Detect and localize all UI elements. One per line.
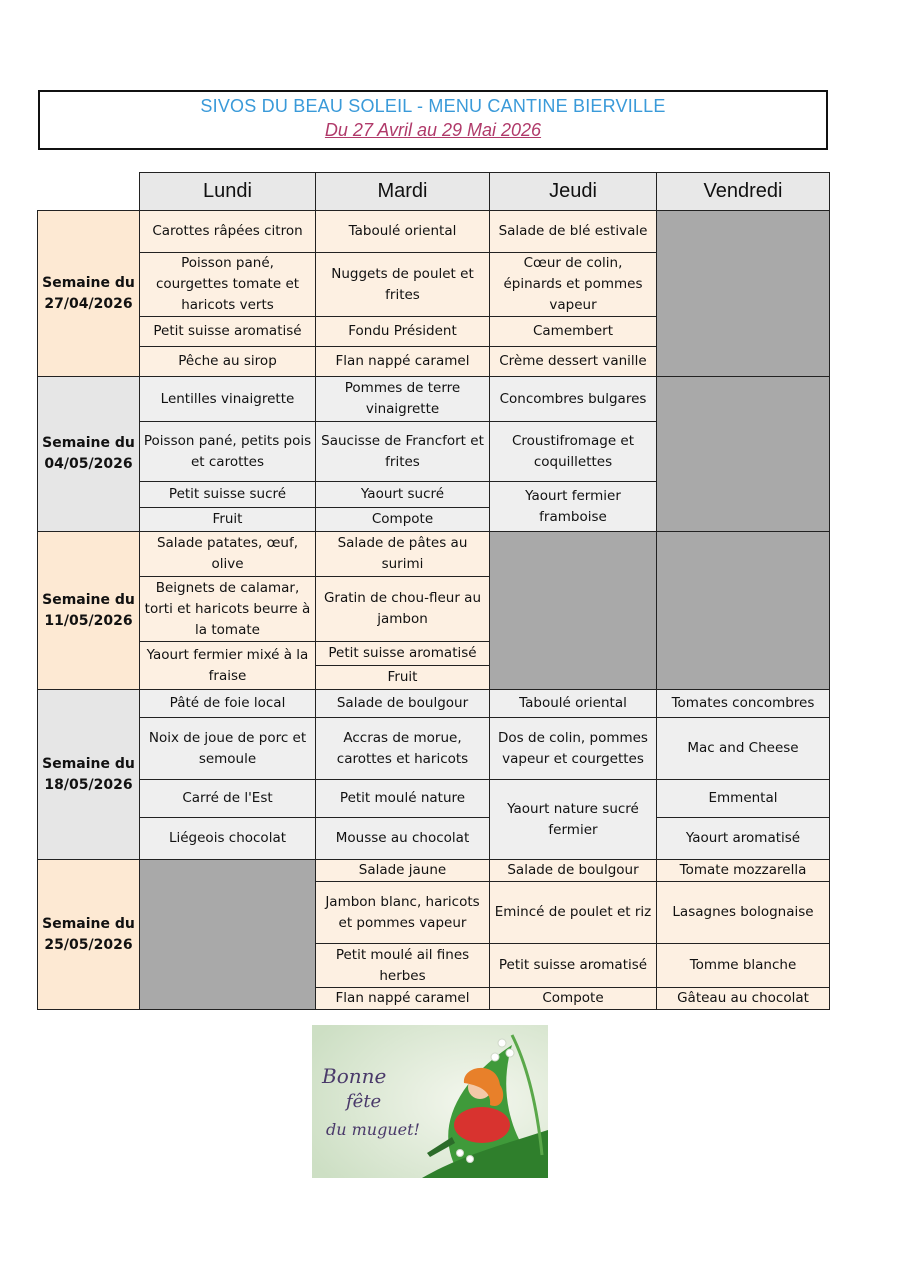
- week-label: Semaine du 04/05/2026: [38, 377, 140, 532]
- dish-cell: Pêche au sirop: [140, 347, 316, 377]
- dish-cell: Fondu Président: [316, 317, 490, 347]
- dish-cell: Taboulé oriental: [316, 211, 490, 253]
- no-service-cell: [657, 211, 830, 377]
- dish-cell: Yaourt sucré: [316, 482, 490, 508]
- dish-cell: Lentilles vinaigrette: [140, 377, 316, 422]
- dish-cell: Camembert: [490, 317, 657, 347]
- dish-cell: Mousse au chocolat: [316, 818, 490, 860]
- dish-cell: Salade de boulgour: [490, 860, 657, 882]
- dish-cell: Compote: [490, 988, 657, 1010]
- week-label: Semaine du 27/04/2026: [38, 211, 140, 377]
- dish-cell: Fruit: [316, 666, 490, 690]
- no-service-cell: [490, 532, 657, 690]
- no-service-cell: [657, 377, 830, 532]
- dish-cell: Yaourt fermier framboise: [490, 482, 657, 532]
- fairy-dress: [454, 1107, 510, 1143]
- dish-cell: Liégeois chocolat: [140, 818, 316, 860]
- dish-cell: Emincé de poulet et riz: [490, 882, 657, 944]
- dish-cell: Pâté de foie local: [140, 690, 316, 718]
- dish-cell: Salade de boulgour: [316, 690, 490, 718]
- dish-cell: Nuggets de poulet et frites: [316, 253, 490, 317]
- menu-table: [37, 172, 830, 1010]
- greeting-line-1: Bonne: [322, 1064, 387, 1088]
- dish-cell: Tomates concombres: [657, 690, 830, 718]
- week-label: Semaine du 18/05/2026: [38, 690, 140, 860]
- dish-cell: Flan nappé caramel: [316, 347, 490, 377]
- dish-cell: Petit moulé ail fines herbes: [316, 944, 490, 988]
- bell-flower: [467, 1156, 474, 1163]
- dish-cell: Noix de joue de porc et semoule: [140, 718, 316, 780]
- greeting-line-2: fête: [346, 1091, 382, 1112]
- dish-cell: Emmental: [657, 780, 830, 818]
- greeting-line-3: du muguet!: [326, 1120, 420, 1139]
- dish-cell: Crème dessert vanille: [490, 347, 657, 377]
- dish-cell: Poisson pané, petits pois et carottes: [140, 422, 316, 482]
- dish-cell: Compote: [316, 508, 490, 532]
- dish-cell: Taboulé oriental: [490, 690, 657, 718]
- dish-cell: Salade patates, œuf, olive: [140, 532, 316, 577]
- no-service-cell: [657, 532, 830, 690]
- dish-cell: Yaourt fermier mixé à la fraise: [140, 642, 316, 690]
- day-header-jeudi: Jeudi: [490, 173, 657, 211]
- dish-cell: Yaourt nature sucré fermier: [490, 780, 657, 860]
- dish-cell: Gratin de chou-fleur au jambon: [316, 577, 490, 642]
- dish-cell: Petit suisse aromatisé: [140, 317, 316, 347]
- dish-cell: Mac and Cheese: [657, 718, 830, 780]
- dish-cell: Croustifromage et coquillettes: [490, 422, 657, 482]
- no-service-cell: [140, 860, 316, 1010]
- dish-cell: Jambon blanc, haricots et pommes vapeur: [316, 882, 490, 944]
- dish-cell: Gâteau au chocolat: [657, 988, 830, 1010]
- day-header-vendredi: Vendredi: [657, 173, 830, 211]
- bell-flower: [498, 1039, 506, 1047]
- day-header-mardi: Mardi: [316, 173, 490, 211]
- table-corner: [38, 173, 140, 211]
- dish-cell: Concombres bulgares: [490, 377, 657, 422]
- bell-flower: [506, 1049, 514, 1057]
- page-title: SIVOS DU BEAU SOLEIL - MENU CANTINE BIERVILLE: [200, 96, 666, 116]
- dish-cell: Petit suisse aromatisé: [490, 944, 657, 988]
- dish-cell: Pommes de terre vinaigrette: [316, 377, 490, 422]
- dish-cell: Carré de l'Est: [140, 780, 316, 818]
- dish-cell: Petit suisse sucré: [140, 482, 316, 508]
- dish-cell: Yaourt aromatisé: [657, 818, 830, 860]
- dish-cell: Dos de colin, pommes vapeur et courgettes: [490, 718, 657, 780]
- dish-cell: Beignets de calamar, torti et haricots beurre à la tomate: [140, 577, 316, 642]
- dish-cell: Tomme blanche: [657, 944, 830, 988]
- bell-flower: [491, 1053, 499, 1061]
- dish-cell: Carottes râpées citron: [140, 211, 316, 253]
- bell-flower: [457, 1150, 464, 1157]
- dish-cell: Accras de morue, carottes et haricots: [316, 718, 490, 780]
- dish-cell: Flan nappé caramel: [316, 988, 490, 1010]
- date-range: Du 27 Avril au 29 Mai 2026: [324, 120, 542, 140]
- dish-cell: Salade de blé estivale: [490, 211, 657, 253]
- dish-cell: Petit suisse aromatisé: [316, 642, 490, 666]
- dish-cell: Salade de pâtes au surimi: [316, 532, 490, 577]
- week-label: Semaine du 25/05/2026: [38, 860, 140, 1010]
- dish-cell: Cœur de colin, épinards et pommes vapeur: [490, 253, 657, 317]
- day-header-lundi: Lundi: [140, 173, 316, 211]
- muguet-illustration: [312, 1025, 548, 1178]
- dish-cell: Poisson pané, courgettes tomate et haricots verts: [140, 253, 316, 317]
- title-box: [38, 90, 828, 150]
- dish-cell: Salade jaune: [316, 860, 490, 882]
- dish-cell: Saucisse de Francfort et frites: [316, 422, 490, 482]
- week-label: Semaine du 11/05/2026: [38, 532, 140, 690]
- dish-cell: Petit moulé nature: [316, 780, 490, 818]
- dish-cell: Tomate mozzarella: [657, 860, 830, 882]
- dish-cell: Fruit: [140, 508, 316, 532]
- muguet-greeting-card: [312, 1025, 548, 1178]
- dish-cell: Lasagnes bolognaise: [657, 882, 830, 944]
